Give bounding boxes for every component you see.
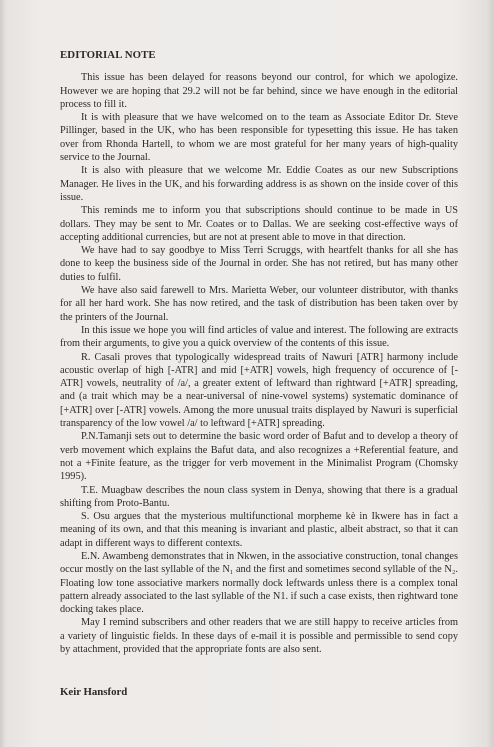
- paragraph-currency: This reminds me to inform you that subscriptions should continue to be made in US dollars. They may be sent to Mr. Coates or to Dallas. We are seeking cost-effective ways of accepting additional currencies, but are not at present able to move in that direction.: [60, 205, 458, 243]
- paragraph-delay: This issue has been delayed for reasons beyond our control, for which we apologize. However we are hoping that 29.2 will not be far behind, since we have enough in the editorial process to fill it.: [60, 72, 458, 110]
- paragraph-submissions: May I remind subscribers and other readers that we are still happy to receive articles from a variety of linguistic fields. In these days of e-mail it is possible and permissible to send copy by attachment, provided that the appropriate fonts are also sent.: [60, 617, 458, 656]
- paragraph-muagbaw: T.E. Muagbaw describes the noun class system in Denya, showing that there is a gradual shifting from Proto-Bantu.: [60, 484, 458, 509]
- paragraph-associate-editor: It is with pleasure that we have welcomed on to the team as Associate Editor Dr. Steve Pillinger, based in the UK, who has been responsible for typesetting this issue. He has taken over from Rhonda Hartell, to whom we are most grateful for her many years of high-quality service to the Journal.: [60, 112, 458, 164]
- paragraph-casali: R. Casali proves that typologically widespread traits of Nawuri [ATR] harmony include acoustic overlap of high [-ATR] and mid [+ATR] vowels, high frequency of occurence of [-ATR] vowels, neutrality of /a/, a greater extent of leftward than rightward [+ATR] spreading, and (a trait which may be a near-universal of nine-vowel systems) systematic dominance of [+ATR] over [-ATR] vowels. Among the more unusual traits displayed by Nawuri is superficial transparency of the low vowel /a/ to leftward [+ATR] spreading.: [60, 351, 458, 430]
- page-edge-shadow-right: [487, 0, 493, 747]
- editor-signature: Keir Hansford: [60, 686, 128, 698]
- paragraph-goodbye-scruggs: We have had to say goodbye to Miss Terri Scruggs, with heartfelt thanks for all she has done to keep the business side of the Journal in order. She has not retired, but has many other duties to fulfil.: [60, 245, 458, 283]
- paragraph-issue-overview: In this issue we hope you will find articles of value and interest. The following are extracts from their arguments, to give you a quick overview of the contents of this issue.: [60, 324, 458, 350]
- editorial-heading: EDITORIAL NOTE: [60, 49, 156, 61]
- editorial-body: [60, 49, 458, 656]
- paragraph-subscriptions-manager: It is also with pleasure that we welcome Mr. Eddie Coates as our new Subscriptions Manager. He lives in the UK, and his forwarding address is as shown on the inside cover of this issue.: [60, 165, 458, 203]
- paragraph-osu: S. Osu argues that the mysterious multifunctional morpheme kè in Ikwere has in fact a meaning of its own, and that this meaning is invariant and plastic, albeit abstract, so that it can adapt in different ways to different contexts.: [60, 511, 458, 549]
- paragraph-tamanji: P.N.Tamanji sets out to determine the basic word order of Bafut and to develop a theory of verb movement which explains the Bafut data, and also recognizes a +Referential feature, and not a +Finite feature, as the trigger for verb movement in the Minimalist Program (Chomsky 1995).: [60, 431, 458, 483]
- paragraph-awambeng: E.N. Awambeng demonstrates that in Nkwen, in the associative construction, tonal changes occur mostly on the last syllable of the N₁ and the first and sometimes second syllable of the N₂. Floating low tone associative markers normally dock leftwards unless there is a complex tonal pattern already associated to the last syllable of the N1. if such a case exists, then rightward tone docking takes place.: [60, 550, 458, 616]
- paragraph-farewell-weber: We have also said farewell to Mrs. Marietta Weber, our volunteer distributor, with thanks for all her hard work. She has now retired, and the task of distribution has been taken over by the printers of the Journal.: [60, 285, 458, 323]
- page-edge-shadow-left: [0, 0, 6, 747]
